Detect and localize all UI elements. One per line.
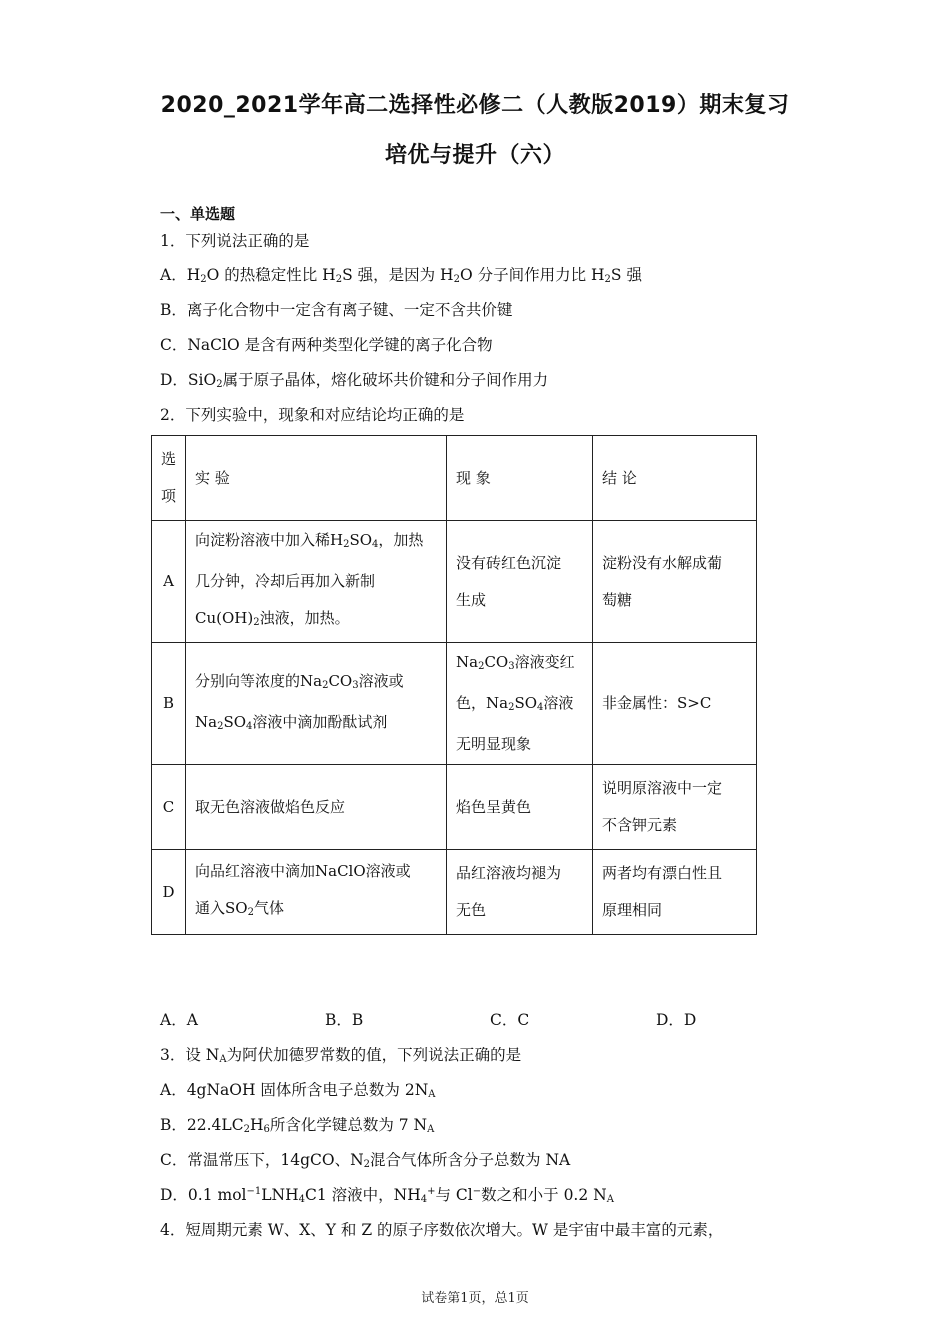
row-phenomenon: $Na_2CO_3$溶液变红 色，$Na_2SO_4$溶液 无明显现象 bbox=[447, 643, 593, 765]
row-phenomenon: 没有砖红色沉淀 生成 bbox=[447, 521, 593, 643]
q3-option-d: D．0.1 $mol^{-1}LNH_4C1$ 溶液中，$NH_4^+$与 Cl−数之和小于 0.2 $N_A$ bbox=[160, 1186, 614, 1205]
q1-stem: 1．下列说法正确的是 bbox=[160, 232, 310, 250]
q3-option-c: C．常温常压下，14gCO、$N_2$混合气体所含分子总数为 NA bbox=[160, 1151, 571, 1170]
q3-stem: 3．设 $N_A$为阿伏加德罗常数的值，下列说法正确的是 bbox=[160, 1046, 522, 1065]
q3-option-b: B．$22.4LC_2H_6$所含化学键总数为 7 $N_A$ bbox=[160, 1116, 435, 1135]
q1-option-d: D．SiO$_2$属于原子晶体，熔化破坏共价键和分子间作用力 bbox=[160, 371, 549, 390]
q2-stem: 2．下列实验中，现象和对应结论均正确的是 bbox=[160, 406, 465, 424]
page-footer: 试卷第1页，总1页 bbox=[421, 1291, 529, 1306]
q4-stem: 4．短周期元素 W、X、Y 和 Z 的原子序数依次增大。W 是宇宙中最丰富的元素， bbox=[160, 1221, 724, 1239]
q2-choice-c: C．C bbox=[490, 1011, 530, 1029]
q1-option-b: B．离子化合物中一定含有离子键、一定不含共价键 bbox=[160, 301, 513, 319]
q2-choice-d: D．D bbox=[656, 1011, 697, 1029]
section-heading: 一、单选题 bbox=[160, 205, 236, 223]
experiment-table bbox=[151, 435, 757, 935]
q2-choice-b: B．B bbox=[325, 1011, 364, 1029]
row-conclusion: 两者均有漂白性且 原理相同 bbox=[593, 850, 757, 935]
row-experiment: 向品红溶液中滴加NaClO溶液或 通入$SO_2$气体 bbox=[186, 850, 447, 935]
title-line-2: 培优与提升（六） bbox=[384, 143, 565, 168]
header-experiment: 实 验 bbox=[186, 436, 447, 521]
row-experiment: 取无色溶液做焰色反应 bbox=[186, 765, 447, 850]
table-row bbox=[152, 850, 757, 935]
row-phenomenon: 品红溶液均褪为 无色 bbox=[447, 850, 593, 935]
table-row bbox=[152, 643, 757, 765]
row-phenomenon: 焰色呈黄色 bbox=[447, 765, 593, 850]
row-option: B bbox=[152, 643, 186, 765]
table-row bbox=[152, 521, 757, 643]
q1-option-a: A．$H_2O$ 的热稳定性比 $H_2S$ 强，是因为 $H_2O$ 分子间作用力比 $H_2S$ 强 bbox=[160, 266, 642, 285]
header-conclusion: 结 论 bbox=[593, 436, 757, 521]
row-experiment: 分别向等浓度的$Na_2CO_3$溶液或 $Na_2SO_4$溶液中滴加酚酞试剂 bbox=[186, 643, 447, 765]
row-experiment: 向淀粉溶液中加入稀$H_2SO_4$，加热 几分钟，冷却后再加入新制 $Cu(OH)_2$浊液，加热。 bbox=[186, 521, 447, 643]
row-conclusion: 非金属性：S>C bbox=[593, 643, 757, 765]
row-option: D bbox=[152, 850, 186, 935]
header-phenomenon: 现 象 bbox=[447, 436, 593, 521]
title-line-1: 2020_2021学年高二选择性必修二（人教版2019）期末复习 bbox=[160, 93, 790, 118]
row-conclusion: 淀粉没有水解成葡 萄糖 bbox=[593, 521, 757, 643]
row-option: C bbox=[152, 765, 186, 850]
table-row bbox=[152, 765, 757, 850]
row-conclusion: 说明原溶液中一定 不含钾元素 bbox=[593, 765, 757, 850]
header-option: 选 项 bbox=[152, 436, 186, 521]
table-header-row bbox=[152, 436, 757, 521]
row-option: A bbox=[152, 521, 186, 643]
q3-option-a: A．4gNaOH 固体所含电子总数为 $2N_A$ bbox=[160, 1081, 436, 1100]
q1-option-c: C．NaClO 是含有两种类型化学键的离子化合物 bbox=[160, 336, 493, 354]
q2-choice-a: A．A bbox=[160, 1011, 198, 1029]
